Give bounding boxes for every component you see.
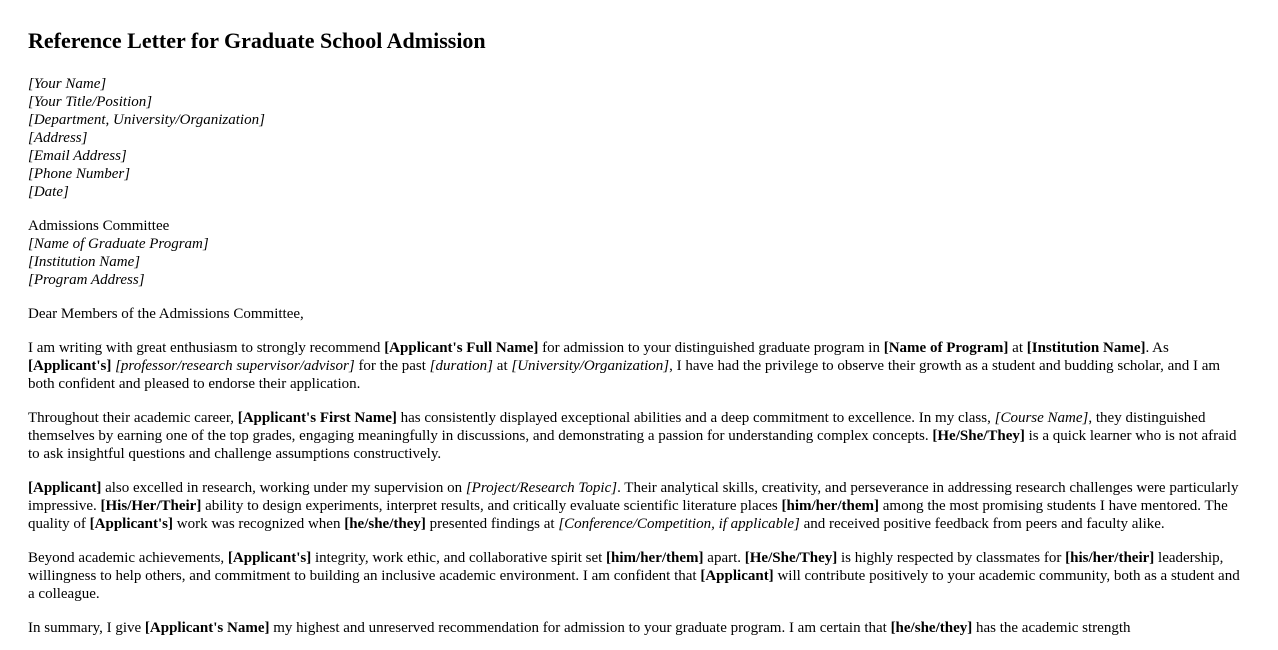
- placeholder-pronoun: [him/her/them]: [781, 498, 879, 514]
- placeholder-pronoun: [he/she/they]: [890, 620, 973, 636]
- recipient-address: [Program Address]: [28, 272, 145, 288]
- placeholder-role: [professor/research supervisor/advisor]: [115, 358, 355, 374]
- text-run: integrity, work ethic, and collaborative spirit set: [311, 550, 607, 566]
- recipient-program: [Name of Graduate Program]: [28, 236, 209, 252]
- text-run: ability to design experiments, interpret results, and critically evaluate scientific literature places: [201, 498, 782, 514]
- recipient-institution: [Institution Name]: [28, 254, 141, 270]
- sender-department: [Department, University/Organization]: [28, 112, 265, 128]
- text-run: is highly respected by classmates for: [837, 550, 1066, 566]
- text-run: has the academic strength: [972, 620, 1131, 636]
- placeholder-institution-name: [Institution Name]: [1026, 340, 1146, 356]
- text-run: . Their analytical skills, creativity, and perseverance in addressing research challenges were particularly impressive.: [28, 480, 1239, 514]
- placeholder-pronoun: [he/she/they]: [344, 516, 426, 532]
- placeholder-pronoun: [He/She/They]: [744, 550, 838, 566]
- sender-name: [Your Name]: [28, 76, 107, 92]
- paragraph-summary: [28, 619, 1250, 637]
- text-run: has consistently displayed exceptional abilities and a deep commitment to excellence. In my class,: [396, 410, 995, 426]
- text-run: , they distinguished themselves by earning one of the top grades, engaging meaningfully in discussions, and demonstrating a passion for understanding complex concepts.: [28, 410, 1206, 444]
- salutation: Dear Members of the Admissions Committee,: [28, 306, 304, 322]
- text-run: Beyond academic achievements,: [28, 550, 228, 566]
- placeholder-applicant-name: [Applicant's Name]: [144, 620, 270, 636]
- placeholder-pronoun: [him/her/them]: [606, 550, 704, 566]
- placeholder-research-topic: [Project/Research Topic]: [465, 480, 618, 496]
- placeholder-applicant: [Applicant]: [700, 568, 774, 584]
- placeholder-course-name: [Course Name]: [994, 410, 1089, 426]
- text-run: In summary, I give: [28, 620, 145, 636]
- text-run: will contribute positively to your academic community, both as a student and a colleague.: [28, 568, 1240, 602]
- paragraph-academic: [28, 409, 1250, 463]
- placeholder-pronoun: [He/She/They]: [932, 428, 1025, 444]
- recipient-committee: Admissions Committee: [28, 218, 170, 234]
- placeholder-pronoun: [his/her/their]: [1065, 550, 1155, 566]
- sender-address: [Address]: [28, 130, 88, 146]
- text-run: leadership, willingness to help others, and commitment to building an inclusive academic environment. I am confident that: [28, 550, 1224, 584]
- sender-phone: [Phone Number]: [28, 166, 131, 182]
- text-run: work was recognized when: [173, 516, 345, 532]
- placeholder-applicant-full-name: [Applicant's Full Name]: [384, 340, 539, 356]
- sender-title: [Your Title/Position]: [28, 94, 153, 110]
- placeholder-program-name: [Name of Program]: [883, 340, 1009, 356]
- placeholder-pronoun: [His/Her/Their]: [100, 498, 202, 514]
- sender-date: [Date]: [28, 184, 69, 200]
- placeholder-applicants: [Applicant's]: [89, 516, 173, 532]
- text-run: apart.: [703, 550, 745, 566]
- text-run: at: [1008, 340, 1027, 356]
- text-run: I am writing with great enthusiasm to strongly recommend: [28, 340, 385, 356]
- placeholder-applicant-first-name: [Applicant's First Name]: [237, 410, 397, 426]
- paragraph-research: [28, 479, 1250, 533]
- placeholder-conference: [Conference/Competition, if applicable]: [558, 516, 800, 532]
- text-run: among the most promising students I have mentored. The quality of: [28, 498, 1228, 532]
- placeholder-organization: [University/Organization]: [511, 358, 670, 374]
- text-run: also excelled in research, working under my supervision on: [101, 480, 466, 496]
- placeholder-applicants: [Applicant's]: [227, 550, 312, 566]
- text-run: for the past: [354, 358, 430, 374]
- text-run: , I have had the privilege to observe their growth as a student and budding scholar, and I am both confident and pleased to endorse their application.: [28, 358, 1221, 392]
- paragraph-character: [28, 549, 1250, 603]
- placeholder-applicant: [Applicant]: [28, 480, 102, 496]
- text-run: and received positive feedback from peers and faculty alike.: [799, 516, 1165, 532]
- paragraph-introduction: [28, 339, 1250, 393]
- text-run: for admission to your distinguished graduate program in: [538, 340, 884, 356]
- text-run: . As: [1145, 340, 1169, 356]
- sender-block: [28, 75, 1250, 201]
- text-run: at: [493, 358, 512, 374]
- text-run: my highest and unreserved recommendation for admission to your graduate program. I am certain that: [269, 620, 891, 636]
- text-run: presented findings at: [425, 516, 559, 532]
- text-run: Throughout their academic career,: [28, 410, 238, 426]
- document-title: Reference Letter for Graduate School Admission: [28, 28, 486, 53]
- placeholder-applicants: [Applicant's]: [28, 358, 112, 374]
- sender-email: [Email Address]: [28, 148, 127, 164]
- placeholder-duration: [duration]: [429, 358, 494, 374]
- recipient-block: [28, 217, 1250, 289]
- text-run: is a quick learner who is not afraid to ask insightful questions and challenge assumptions constructively.: [28, 428, 1237, 462]
